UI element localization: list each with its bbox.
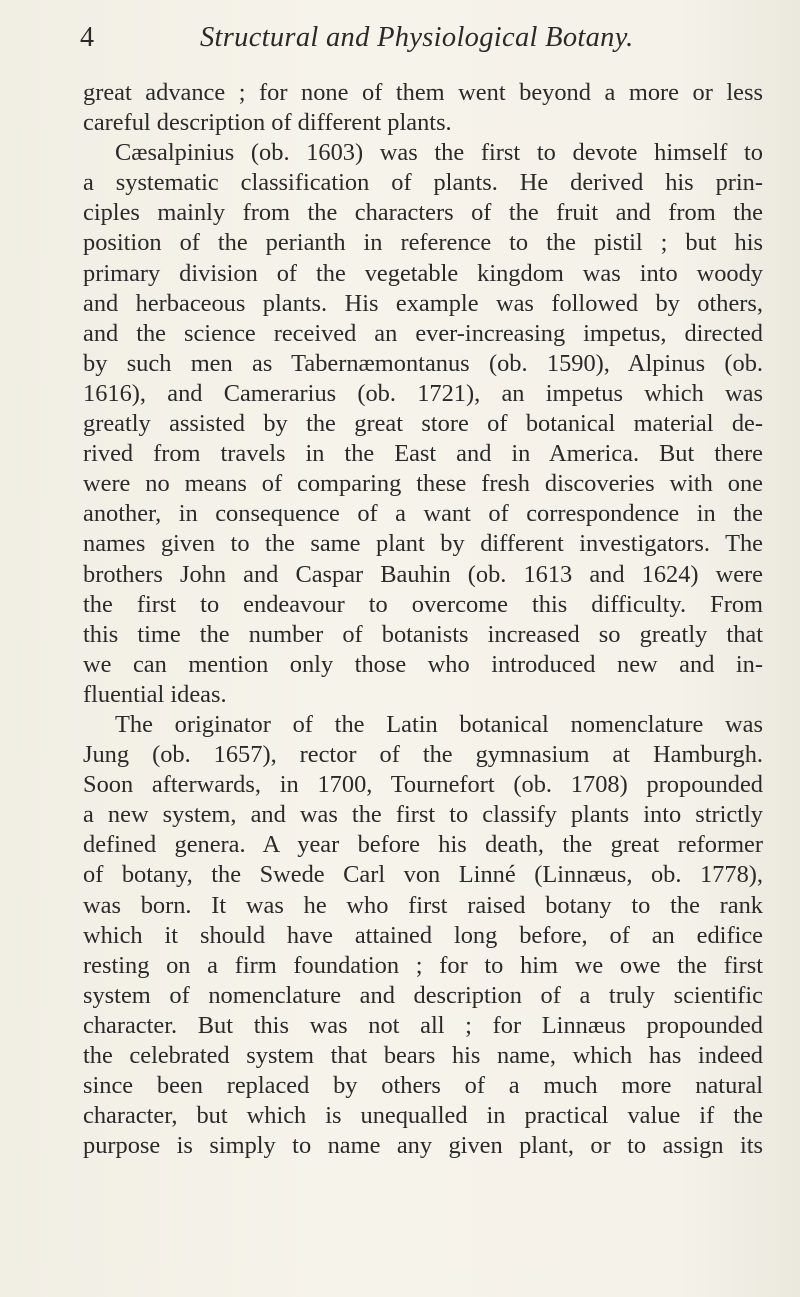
text-line: great advance ; for none of them went beyond a more or less [83, 79, 763, 106]
text-line: Soon afterwards, in 1700, Tournefort (ob. 1708) propounded [83, 771, 763, 799]
text-line: greatly assisted by the great store of botanical material de- [83, 410, 763, 438]
text-line: a systematic classification of plants. He derived his prin- [83, 169, 763, 197]
text-line: since been replaced by others of a much more natural [83, 1072, 763, 1100]
text-line: another, in consequence of a want of correspondence in the [83, 500, 763, 528]
text-line: purpose is simply to name any given plant, or to assign its [83, 1132, 763, 1160]
text-line: we can mention only those who introduced new and in- [83, 650, 763, 678]
text-line: The originator of the Latin botanical nomenclature was [115, 710, 763, 738]
page-header [80, 18, 770, 58]
body-text [83, 78, 763, 1161]
paragraph [83, 138, 763, 710]
text-line: of botany, the Swede Carl von Linné (Linnæus, ob. 1778), [83, 861, 763, 889]
paragraph [83, 78, 763, 138]
text-line: was born. It was he who first raised botany to the rank [83, 891, 763, 919]
paragraph [83, 710, 763, 1161]
text-line: Jung (ob. 1657), rector of the gymnasium at Hamburgh. [83, 741, 763, 769]
text-line: were no means of comparing these fresh discoveries with one [83, 470, 763, 498]
text-line: a new system, and was the first to classify plants into strictly [83, 801, 763, 829]
text-line: by such men as Tabernæmontanus (ob. 1590), Alpinus (ob. [83, 349, 763, 377]
text-line: and herbaceous plants. His example was followed by others, [83, 289, 763, 317]
text-line: the first to endeavour to overcome this difficulty. From [83, 590, 763, 618]
text-line: rived from travels in the East and in America. But there [83, 440, 763, 468]
text-line: position of the perianth in reference to the pistil ; but his [83, 229, 763, 257]
text-line: 1616), and Camerarius (ob. 1721), an impetus which was [83, 379, 763, 407]
text-line: this time the number of botanists increased so greatly that [83, 620, 763, 648]
text-line: the celebrated system that bears his name, which has indeed [83, 1042, 763, 1069]
text-line: defined genera. A year before his death, the great reformer [83, 831, 763, 859]
text-line: names given to the same plant by different investigators. The [83, 530, 763, 558]
text-line: character. But this was not all ; for Linnæus propounded [83, 1011, 763, 1039]
page-number: 4 [80, 22, 94, 53]
text-line: brothers John and Caspar Bauhin (ob. 1613 and 1624) were [83, 560, 763, 588]
text-line: careful description of different plants. [83, 109, 452, 137]
text-line: character, but which is unequalled in practical value if the [83, 1102, 763, 1130]
text-line: system of nomenclature and description of a truly scientific [83, 981, 763, 1009]
running-title: Structural and Physiological Botany. [200, 22, 634, 53]
text-line: resting on a firm foundation ; for to him we owe the first [83, 951, 763, 979]
text-line: fluential ideas. [83, 680, 227, 708]
text-line: Cæsalpinius (ob. 1603) was the first to devote himself to [115, 139, 763, 167]
text-line: ciples mainly from the characters of the fruit and from the [83, 199, 763, 227]
text-line: and the science received an ever-increasing impetus, directed [83, 319, 763, 347]
text-line: which it should have attained long before, of an edifice [83, 921, 763, 949]
text-line: primary division of the vegetable kingdom was into woody [83, 259, 763, 287]
